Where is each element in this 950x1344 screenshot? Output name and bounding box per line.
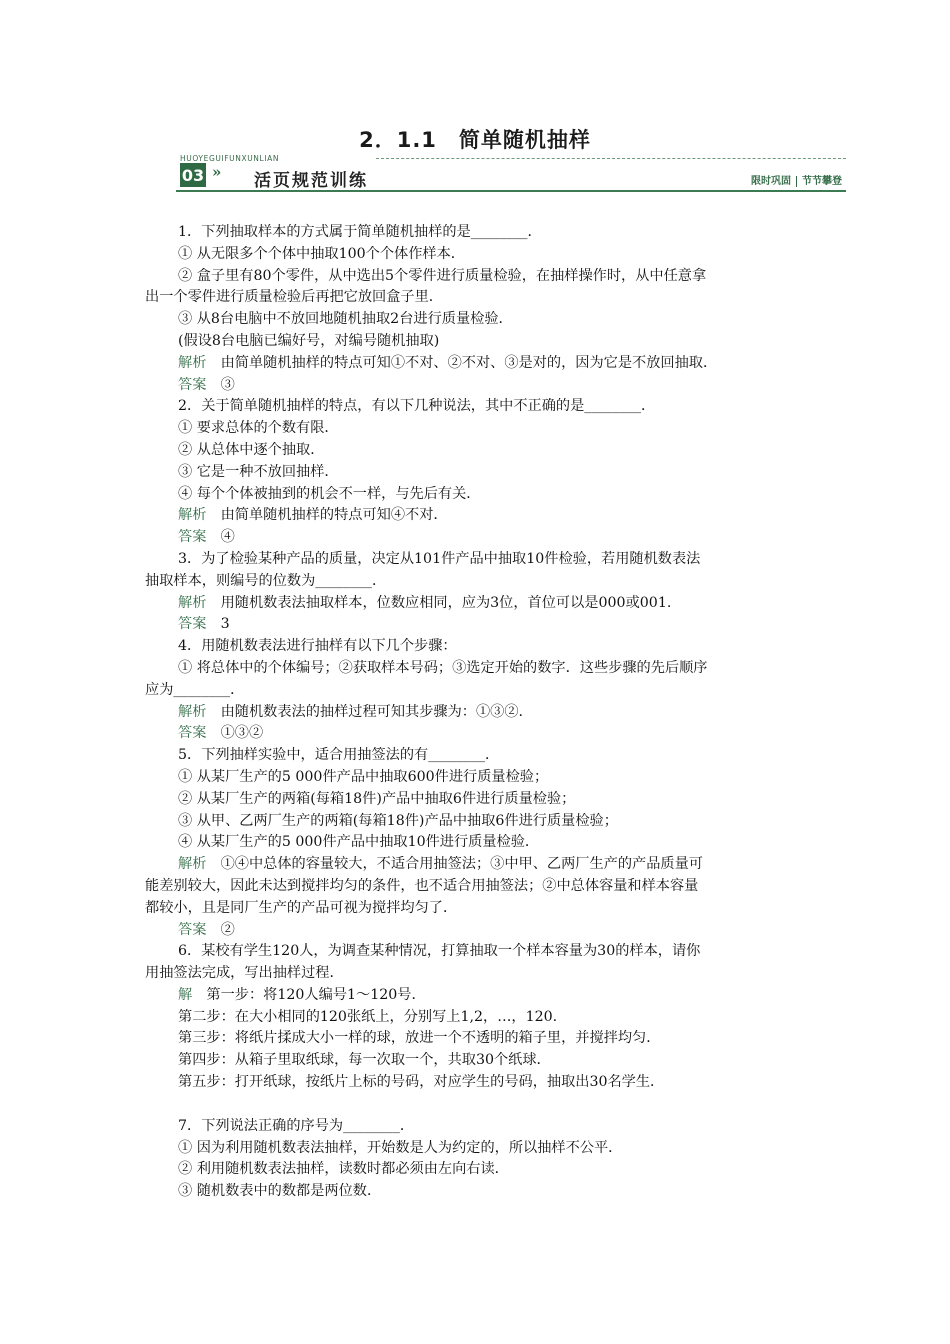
q2-answer [145, 527, 810, 549]
q2-stem: 2．关于简单随机抽样的特点，有以下几种说法，其中不正确的是________． [178, 398, 656, 415]
analysis-label: 解析 [178, 594, 207, 611]
banner-number-badge: 03 [180, 163, 206, 187]
q7-option-1: ① 因为利用随机数表法抽样，开始数是人为约定的，所以抽样不公平． [178, 1139, 623, 1156]
q5-option-2: ② 从某厂生产的两箱(每箱18件)产品中抽取6件进行质量检验； [178, 790, 576, 807]
q2-answer-text: ④ [220, 529, 235, 546]
q6-step-4: 第四步：从箱子里取纸球，每一次取一个，共取30个纸球． [178, 1052, 551, 1069]
q1-answer-text: ③ [220, 376, 235, 393]
q5-analysis-text-a: ①④中总体的容量较大，不适合用抽签法；③中甲、乙两厂生产的产品质量可 [220, 856, 703, 873]
q5-analysis-b: 能差别较大，因此未达到搅拌均匀的条件，也不适合用抽签法；②中总体容量和样本容量 [145, 877, 699, 894]
q6-step-2: 第二步：在大小相同的120张纸上，分别写上1,2，…，120. [178, 1008, 558, 1025]
analysis-label: 解析 [178, 856, 207, 873]
q2-option-4: ④ 每个个体被抽到的机会不一样，与先后有关． [178, 485, 481, 502]
q6-stem-a: 6．某校有学生120人，为调查某种情况，打算抽取一个样本容量为30的样本，请你 [178, 943, 701, 960]
section-banner [176, 150, 846, 194]
q2-option-1: ① 要求总体的个数有限． [178, 420, 339, 437]
q1-option-3: ③ 从8台电脑中不放回地随机抽取2台进行质量检验． [178, 311, 513, 328]
q6-step-3: 第三步：将纸片揉成大小一样的球，放进一个不透明的箱子里，并搅拌均匀． [178, 1030, 661, 1047]
q5-option-3: ③ 从甲、乙两厂生产的两箱(每箱18件)产品中抽取6件进行质量检验； [178, 812, 618, 829]
q2-analysis-text: 由简单随机抽样的特点可知④不对． [220, 507, 448, 524]
q4-stem-a: 4．用随机数表法进行抽样有以下几个步骤： [178, 638, 457, 655]
analysis-label: 解析 [178, 703, 207, 720]
banner-title: 活页规范训练 [254, 171, 368, 191]
q4-analysis-text: 由随机数表法的抽样过程可知其步骤为：①③②. [220, 703, 524, 720]
q6-step-1-text: 第一步：将120人编号1～120号． [206, 986, 426, 1003]
banner-underline [176, 190, 846, 192]
q1-analysis [145, 353, 810, 375]
banner-dotted-rule [376, 158, 846, 159]
banner-tag-right: 节节攀登 [802, 176, 842, 187]
banner-tag-left: 限时巩固 [751, 176, 791, 187]
q7-option-3: ③ 随机数表中的数都是两位数． [178, 1183, 382, 1200]
analysis-label: 解析 [178, 354, 207, 371]
q1-option-3-note: (假设8台电脑已编好号，对编号随机抽取) [178, 332, 440, 349]
q4-answer [145, 723, 810, 745]
q1-answer [145, 375, 810, 397]
q3-stem-a: 3．为了检验某种产品的质量，决定从101件产品中抽取10件检验，若用随机数表法 [178, 550, 701, 567]
answer-label: 答案 [178, 921, 207, 938]
q4-stem-c: 应为________． [145, 681, 245, 698]
banner-tag-divider [796, 176, 797, 187]
q6-stem-b: 用抽签法完成，写出抽样过程． [145, 965, 344, 982]
page-title: 2．1.1 简单随机抽样 [359, 128, 591, 152]
q4-answer-text: ①③② [220, 725, 264, 742]
q5-analysis-c: 都较小，且是同厂生产的产品可视为搅拌均匀了． [145, 899, 458, 916]
chevron-right-icon: » [212, 163, 222, 181]
q7-option-2: ② 利用随机数表法抽样，读数时都必须由左向右读． [178, 1161, 509, 1178]
q3-answer [145, 614, 810, 636]
q1-stem: 1．下列抽取样本的方式属于简单随机抽样的是________． [178, 224, 542, 240]
banner-pinyin: HUOYEGUIFUNXUNLIAN [180, 154, 280, 163]
answer-label: 答案 [178, 376, 207, 393]
q4-analysis [145, 702, 810, 724]
q1-option-1: ① 从无限多个个体中抽取100个个体作样本． [178, 245, 465, 262]
spacer [145, 1094, 810, 1116]
q1-option-2a: ② 盒子里有80个零件，从中选出5个零件进行质量检验，在抽样操作时，从中任意拿 [178, 267, 707, 284]
q3-analysis [145, 593, 810, 615]
q7-stem: 7．下列说法正确的序号为________． [178, 1117, 415, 1134]
q1-option-2b: 出一个零件进行质量检验后再把它放回盒子里． [145, 289, 443, 306]
answer-label: 答案 [178, 529, 207, 546]
solution-label: 解 [178, 986, 193, 1003]
q2-analysis [145, 505, 810, 527]
q3-stem-b: 抽取样本，则编号的位数为________． [145, 572, 387, 589]
analysis-label: 解析 [178, 507, 207, 524]
q5-option-1: ① 从某厂生产的5 000件产品中抽取600件进行质量检验； [178, 768, 549, 785]
exercise-content [145, 222, 810, 1203]
q2-option-3: ③ 它是一种不放回抽样． [178, 463, 339, 480]
q5-analysis [145, 854, 810, 876]
q6-step-1 [145, 985, 810, 1007]
q5-answer [145, 920, 810, 942]
q4-stem-b: ① 将总体中的个体编号；②获取样本号码；③选定开始的数字．这些步骤的先后顺序 [178, 659, 708, 676]
q3-answer-text: 3 [220, 616, 230, 633]
q2-option-2: ② 从总体中逐个抽取． [178, 441, 325, 458]
q5-stem: 5．下列抽样实验中，适合用抽签法的有________． [178, 747, 500, 764]
q1-analysis-text: 由简单随机抽样的特点可知①不对、②不对、③是对的，因为它是不放回抽取． [220, 354, 718, 371]
banner-tag [751, 172, 842, 187]
q3-analysis-text: 用随机数表法抽取样本，位数应相同，应为3位，首位可以是000或001. [220, 594, 672, 611]
q6-step-5: 第五步：打开纸球，按纸片上标的号码，对应学生的号码，抽取出30名学生． [178, 1074, 665, 1091]
answer-label: 答案 [178, 616, 207, 633]
q5-option-4: ④ 从某厂生产的5 000件产品中抽取10件进行质量检验． [178, 834, 540, 851]
answer-label: 答案 [178, 725, 207, 742]
q5-answer-text: ② [220, 921, 235, 938]
